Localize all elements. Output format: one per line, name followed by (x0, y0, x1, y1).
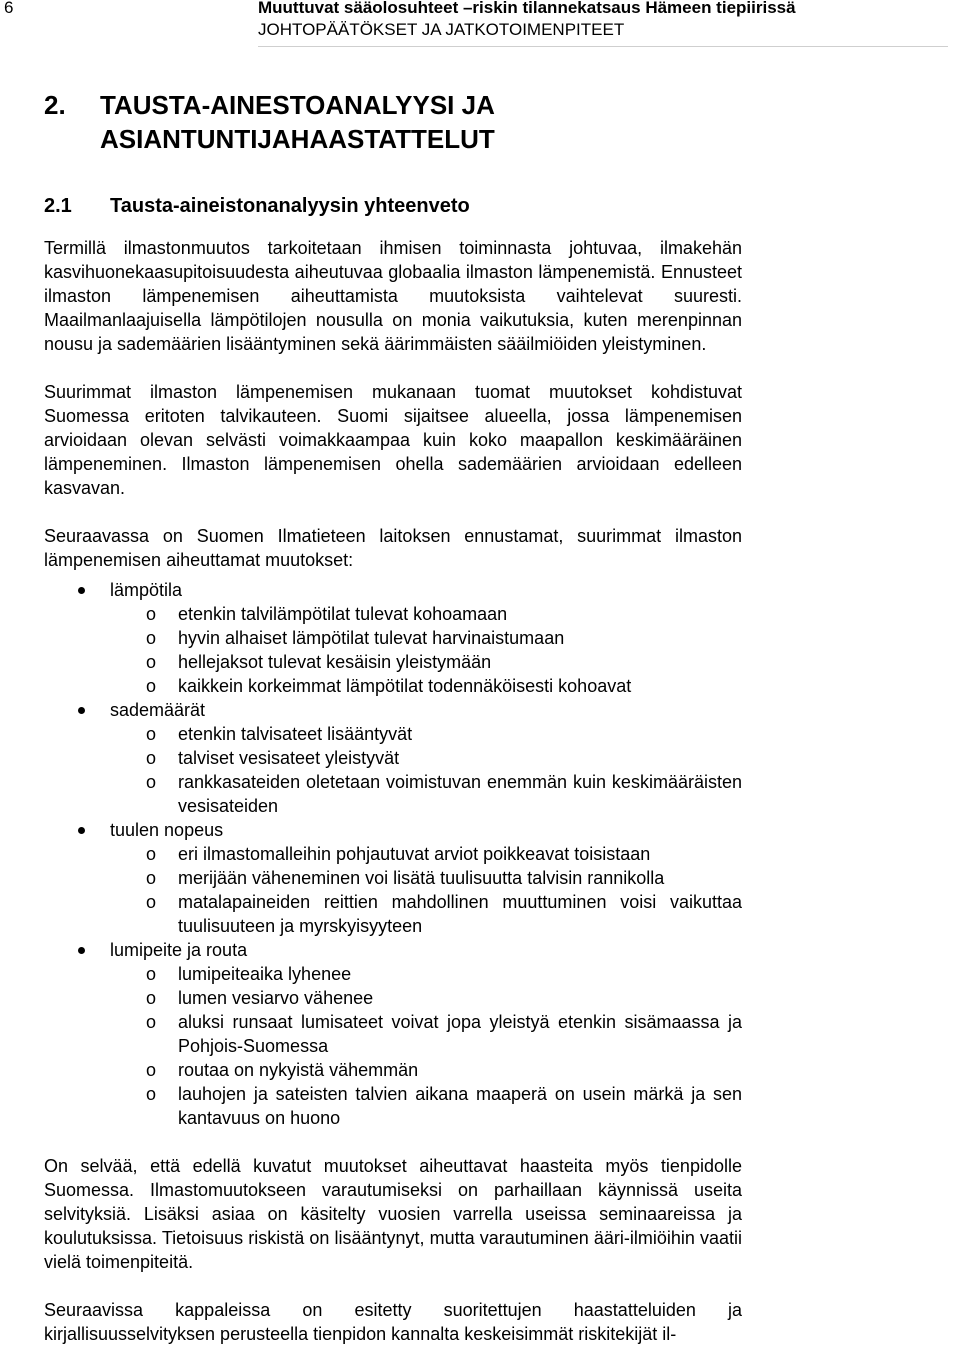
page-number: 6 (4, 0, 14, 17)
sub-bullet-icon: o (146, 604, 157, 624)
sub-item (110, 602, 742, 626)
paragraph-4: On selvää, että edellä kuvatut muutokset aiheuttavat haasteita myös tienpidolle Suomessa. Ilmastomuutokseen varautumiseksi on parhaillaan käynnissä useita selvityksiä. Lisäksi asiaa on käsitelty vuosien varrella useissa seminaareissa ja koulutuksissa. Tietoisuus riskistä on lisääntynyt, mutta varautuminen ääri-ilmiöihin vaatii vielä toimenpiteitä. (44, 1156, 742, 1272)
bullet-item-wind-speed (44, 818, 742, 938)
section-number: 2. (44, 90, 66, 120)
sub-item (110, 1058, 742, 1082)
bullet-icon (78, 587, 85, 594)
header-title: Muuttuvat sääolosuhteet –riskin tilannekatsaus Hämeen tiepiirissä (258, 0, 796, 17)
sub-item (110, 890, 742, 938)
paragraph-gap (44, 1130, 742, 1154)
sub-item-text: etenkin talvilämpötilat tulevat kohoamaan (178, 604, 508, 624)
paragraph-1: Termillä ilmastonmuutos tarkoitetaan ihmisen toiminnasta johtuvaa, ilmakehän kasvihuonekaasupitoisuudesta aiheutuvaa globaalia ilmaston lämpenemistä. Ennusteet ilmaston lämpenemisen aiheuttamista muutoksista vaihtelevat suuresti. Maailmanlaajuisella lämpötilojen nousulla on monia vaikutuksia, kuten merenpinnan nousu ja sademäärien lisääntyminen sekä äärimmäisten sääilmiöiden yleistyminen. (44, 238, 742, 354)
sub-item (110, 674, 742, 698)
sub-list (110, 962, 742, 1130)
sub-list (110, 842, 742, 938)
sub-bullet-icon: o (146, 676, 157, 696)
paragraph-3: Seuraavassa on Suomen Ilmatieteen laitoksen ennustamat, suurimmat ilmaston lämpenemisen aiheuttamat muutokset: (44, 526, 742, 570)
sub-item-text: lumen vesiarvo vähenee (178, 988, 374, 1008)
climate-change-list (44, 578, 742, 1130)
sub-item (110, 986, 742, 1010)
bullet-item-temperature (44, 578, 742, 698)
bullet-label: tuulen nopeus (110, 820, 224, 840)
sub-item (110, 722, 742, 746)
sub-bullet-icon: o (146, 628, 157, 648)
sub-item-text: aluksi runsaat lumisateet voivat jopa yleistyä etenkin sisämaassa ja Pohjois-Suomessa (178, 1012, 742, 1056)
sub-item-text: matalapaineiden reittien mahdollinen muuttuminen voisi vaikuttaa tuulisuuteen ja myrskyisyyteen (178, 892, 742, 936)
sub-bullet-icon: o (146, 652, 157, 672)
sub-list (110, 602, 742, 698)
page-header (0, 0, 960, 48)
sub-item-text: rankkasateiden oletetaan voimistuvan enemmän kuin keskimääräisten vesisateiden (178, 772, 742, 816)
sub-item (110, 626, 742, 650)
sub-item-text: etenkin talvisateet lisääntyvät (178, 724, 413, 744)
subsection-title: Tausta-aineistonanalyysin yhteenveto (110, 195, 470, 217)
bullet-label: sademäärät (110, 700, 206, 720)
paragraph-gap (44, 500, 742, 524)
bullet-icon (78, 827, 85, 834)
sub-item (110, 770, 742, 818)
sub-bullet-icon: o (146, 868, 157, 888)
sub-list (110, 722, 742, 818)
sub-item-text: hyvin alhaiset lämpötilat tulevat harvinaistumaan (178, 628, 565, 648)
sub-item (110, 1082, 742, 1130)
paragraph-gap (44, 356, 742, 380)
sub-bullet-icon: o (146, 844, 157, 864)
sub-item-text: hellejaksot tulevat kesäisin yleistymään (178, 652, 492, 672)
sub-bullet-icon: o (146, 1084, 157, 1104)
sub-bullet-icon: o (146, 748, 157, 768)
sub-bullet-icon: o (146, 1012, 157, 1032)
sub-item-text: lauhojen ja sateisten talvien aikana maaperä on usein märkä ja sen kantavuus on huono (178, 1084, 742, 1128)
sub-item-text: eri ilmastomalleihin pohjautuvat arviot poikkeavat toisistaan (178, 844, 651, 864)
paragraph-gap (44, 1274, 742, 1298)
sub-item-text: lumipeiteaika lyhenee (178, 964, 352, 984)
sub-bullet-icon: o (146, 1060, 157, 1080)
sub-item-text: merijään väheneminen voi lisätä tuulisuutta talvisin rannikolla (178, 868, 665, 888)
sub-item-text: routaa on nykyistä vähemmän (178, 1060, 419, 1080)
sub-item (110, 866, 742, 890)
header-divider (258, 46, 948, 47)
sub-bullet-icon: o (146, 724, 157, 744)
sub-item (110, 650, 742, 674)
bullet-icon (78, 707, 85, 714)
subsection-heading (44, 192, 742, 220)
section-title: TAUSTA-AINESTOANALYYSI JA ASIANTUNTIJAHAASTATTELUT (100, 90, 495, 154)
header-subtitle: JOHTOPÄÄTÖKSET JA JATKOTOIMENPITEET (258, 20, 625, 39)
sub-item-text: kaikkein korkeimmat lämpötilat todennäköisesti kohoavat (178, 676, 632, 696)
paragraph-2: Suurimmat ilmaston lämpenemisen mukanaan tuomat muutokset kohdistuvat Suomessa eritoten talvikauteen. Suomi sijaitsee alueella, jossa lämpenemisen arvioidaan olevan selvästi voimakkaampaa kuin koko maapallon keskimääräinen lämpeneminen. Ilmaston lämpenemisen ohella sademäärien arvioidaan edelleen kasvavan. (44, 382, 742, 498)
bullet-label: lumipeite ja routa (110, 940, 248, 960)
sub-item (110, 962, 742, 986)
sub-item (110, 746, 742, 770)
bullet-icon (78, 947, 85, 954)
sub-item (110, 842, 742, 866)
subsection-number: 2.1 (44, 195, 72, 217)
bullet-item-precipitation (44, 698, 742, 818)
paragraph-5: Seuraavissa kappaleissa on esitetty suoritettujen haastatteluiden ja kirjallisuusselvityksen perusteella tienpidon kannalta keskeisimmät riskitekijät il- (44, 1300, 742, 1344)
sub-item (110, 1010, 742, 1058)
page-content (44, 88, 742, 1346)
sub-bullet-icon: o (146, 772, 157, 792)
sub-bullet-icon: o (146, 964, 157, 984)
bullet-item-snow-and-frost (44, 938, 742, 1130)
sub-item-text: talviset vesisateet yleistyvät (178, 748, 400, 768)
sub-bullet-icon: o (146, 892, 157, 912)
section-heading (44, 88, 742, 156)
sub-bullet-icon: o (146, 988, 157, 1008)
bullet-label: lämpötila (110, 580, 183, 600)
